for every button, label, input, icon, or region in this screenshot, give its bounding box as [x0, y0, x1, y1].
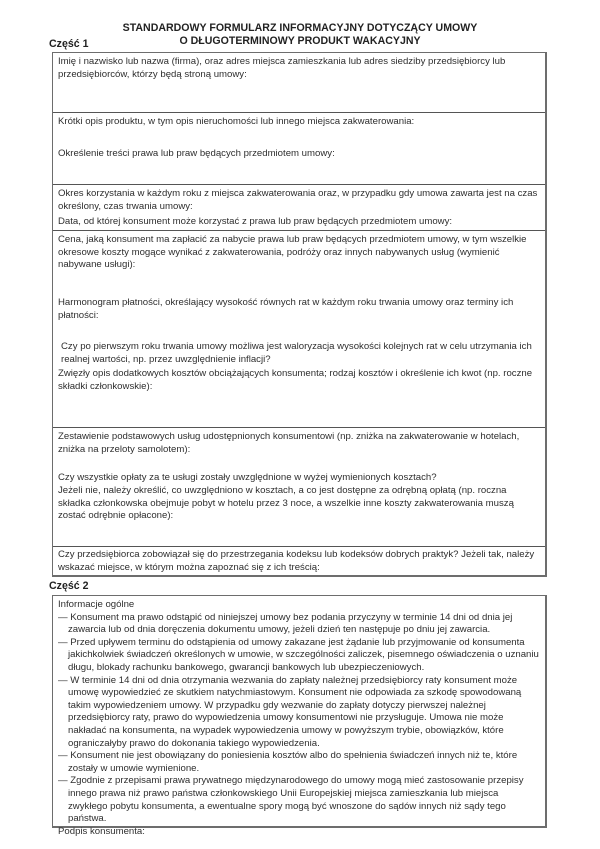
- field-rights-content: Określenie treści prawa lub praw będących przedmiotem umowy:: [58, 148, 335, 159]
- part1-label: Część 1: [49, 38, 89, 50]
- part1-box: [52, 52, 547, 577]
- form-title: [0, 22, 600, 47]
- field-code-of-conduct: Czy przedsiębiorca zobowiązał się do przestrzegania kodeksu lub kodeksów dobrych praktyk? Jeżeli tak, należy wskazać miejsce, w którym można zapoznać się z ich treścią:: [58, 549, 535, 573]
- info-item-withdrawal-right: — Konsument ma prawo odstąpić od niniejszej umowy bez podania przyczyny w terminie 14 dni od dnia jej zawarcia lub od dnia doręczenia dokumentu umowy, jeżeli dzień ten następuje po dniu jej zawarcia.: [58, 611, 513, 636]
- form-title-line2: O DŁUGOTERMINOWY PRODUKT WAKACYJNY: [179, 34, 421, 47]
- info-item-termination-right: — W terminie 14 dni od dnia otrzymania wezwania do zapłaty należnej przedsiębiorcy raty konsument może umowę wypowiedzieć ze skutkiem natychmiastowym. Konsument nie odpowiada za szkodę spowodowaną takim wypowiedzeniem umowy. W przypadku gdy wezwanie do zapłaty dotyczy pierwszej należnej przedsiębiorcy raty, prawo do wypowiedzenia umowy konsumentowi nie przysługuje. Umowa nie może nakładać na konsumenta, na wypadek wypowiedzenia umowy w powyższym trybie, obowiązków, które ograniczałyby prawo do dokonania takiego wypowiedzenia.: [58, 674, 522, 749]
- field-usage-period: Okres korzystania w każdym roku z miejsca zakwaterowania oraz, w przypadku gdy umowa zawarta jest na czas określony, czas trwania umowy:: [58, 188, 538, 212]
- section-price-costs[interactable]: [53, 230, 545, 427]
- section-services[interactable]: [53, 427, 545, 546]
- field-services-list: Zestawienie podstawowych usług udostępnionych konsumentowi (np. zniżka na zakwaterowanie w hotelach, zniżka na przeloty samolotem):: [58, 431, 520, 455]
- field-price: Cena, jaką konsument ma zapłacić za nabycie prawa lub praw będących przedmiotem umowy, w tym wszelkie okresowe koszty mogące wynikać z zakwaterowania, podróży oraz innych nabywanych usług (wymienić nabywane usługi):: [58, 234, 527, 271]
- consumer-signature-label: Podpis konsumenta:: [58, 825, 145, 837]
- general-information: [58, 599, 539, 838]
- field-indexation-question: Czy po pierwszym roku trwania umowy możliwa jest waloryzacja wysokości kolejnych rat w celu utrzymania ich realnej wartości, np. przez uwzględnienie inflacji?: [61, 341, 532, 365]
- consumer-signature-field[interactable]: [53, 808, 545, 826]
- info-item-applicable-law: — Zgodnie z przepisami prawa prywatnego międzynarodowego do umowy mogą mieć zastosowanie przepisy innego prawa niż prawo państwa członkowskiego Unii Europejskiej miejsca zamieszkania lub miejsca zwykłego pobytu konsumenta, a ewentualne spory mogą być wnoszone do sądów innych niż sądy tego państwa.: [58, 775, 524, 825]
- field-fees-included-question: Czy wszystkie opłaty za te usługi zostały uwzględnione w wyżej wymienionych kosztach?: [58, 472, 437, 483]
- part2-box: [52, 595, 547, 837]
- part2-label: Część 2: [49, 580, 89, 592]
- field-fees-explanation: Jeżeli nie, należy określić, co uwzględniono w kosztach, a co jest dostępne za odrębną opłatą (np. roczna składka członkowska obejmuje pobyt w hotelu przez 3 noce, a wszelkie inne koszty zakwaterowania muszą zostać odrębnie opłacone):: [58, 485, 514, 522]
- section-product-description[interactable]: [53, 112, 545, 184]
- section-trader-identity[interactable]: [53, 53, 545, 112]
- field-additional-costs: Zwięzły opis dodatkowych kosztów obciążających konsumenta; rodzaj kosztów i określenie ich kwot (np. roczne składki członkowskie):: [58, 368, 533, 392]
- field-product-description: Krótki opis produktu, w tym opis nieruchomości lub innego miejsca zakwaterowania:: [58, 116, 415, 127]
- section-code-of-conduct[interactable]: [53, 546, 545, 576]
- field-start-date: Data, od której konsument może korzystać z prawa lub praw będących przedmiotem umowy:: [58, 216, 453, 227]
- info-item-no-extra-costs: — Konsument nie jest obowiązany do poniesienia kosztów albo do spełnienia świadczeń innych niż te, które zostały w umowie wymienione.: [58, 750, 518, 774]
- form-title-line1: STANDARDOWY FORMULARZ INFORMACYJNY DOTYCZĄCY UMOWY: [122, 22, 478, 34]
- field-payment-schedule: Harmonogram płatności, określający wysokość równych rat w każdym roku trwania umowy oraz terminy ich płatności:: [58, 297, 514, 321]
- info-item-advance-payment-ban: — Przed upływem terminu do odstąpienia od umowy zakazane jest żądanie lub przyjmowanie od konsumenta jakichkolwiek świadczeń określonych w umowie, w szczególności zaliczek, pisemnego oświadczenia o uznaniu długu, blokady rachunku bankowego, gwarancji bankowych lub ubezpieczeniowych.: [58, 636, 539, 673]
- section-usage-period[interactable]: [53, 184, 545, 230]
- general-information-heading: Informacje ogólne: [58, 599, 135, 610]
- field-trader-identity: Imię i nazwisko lub nazwa (firma), oraz adres miejsca zamieszkania lub adres siedziby przedsiębiorcy lub przedsiębiorców, którzy będą stroną umowy:: [58, 56, 506, 80]
